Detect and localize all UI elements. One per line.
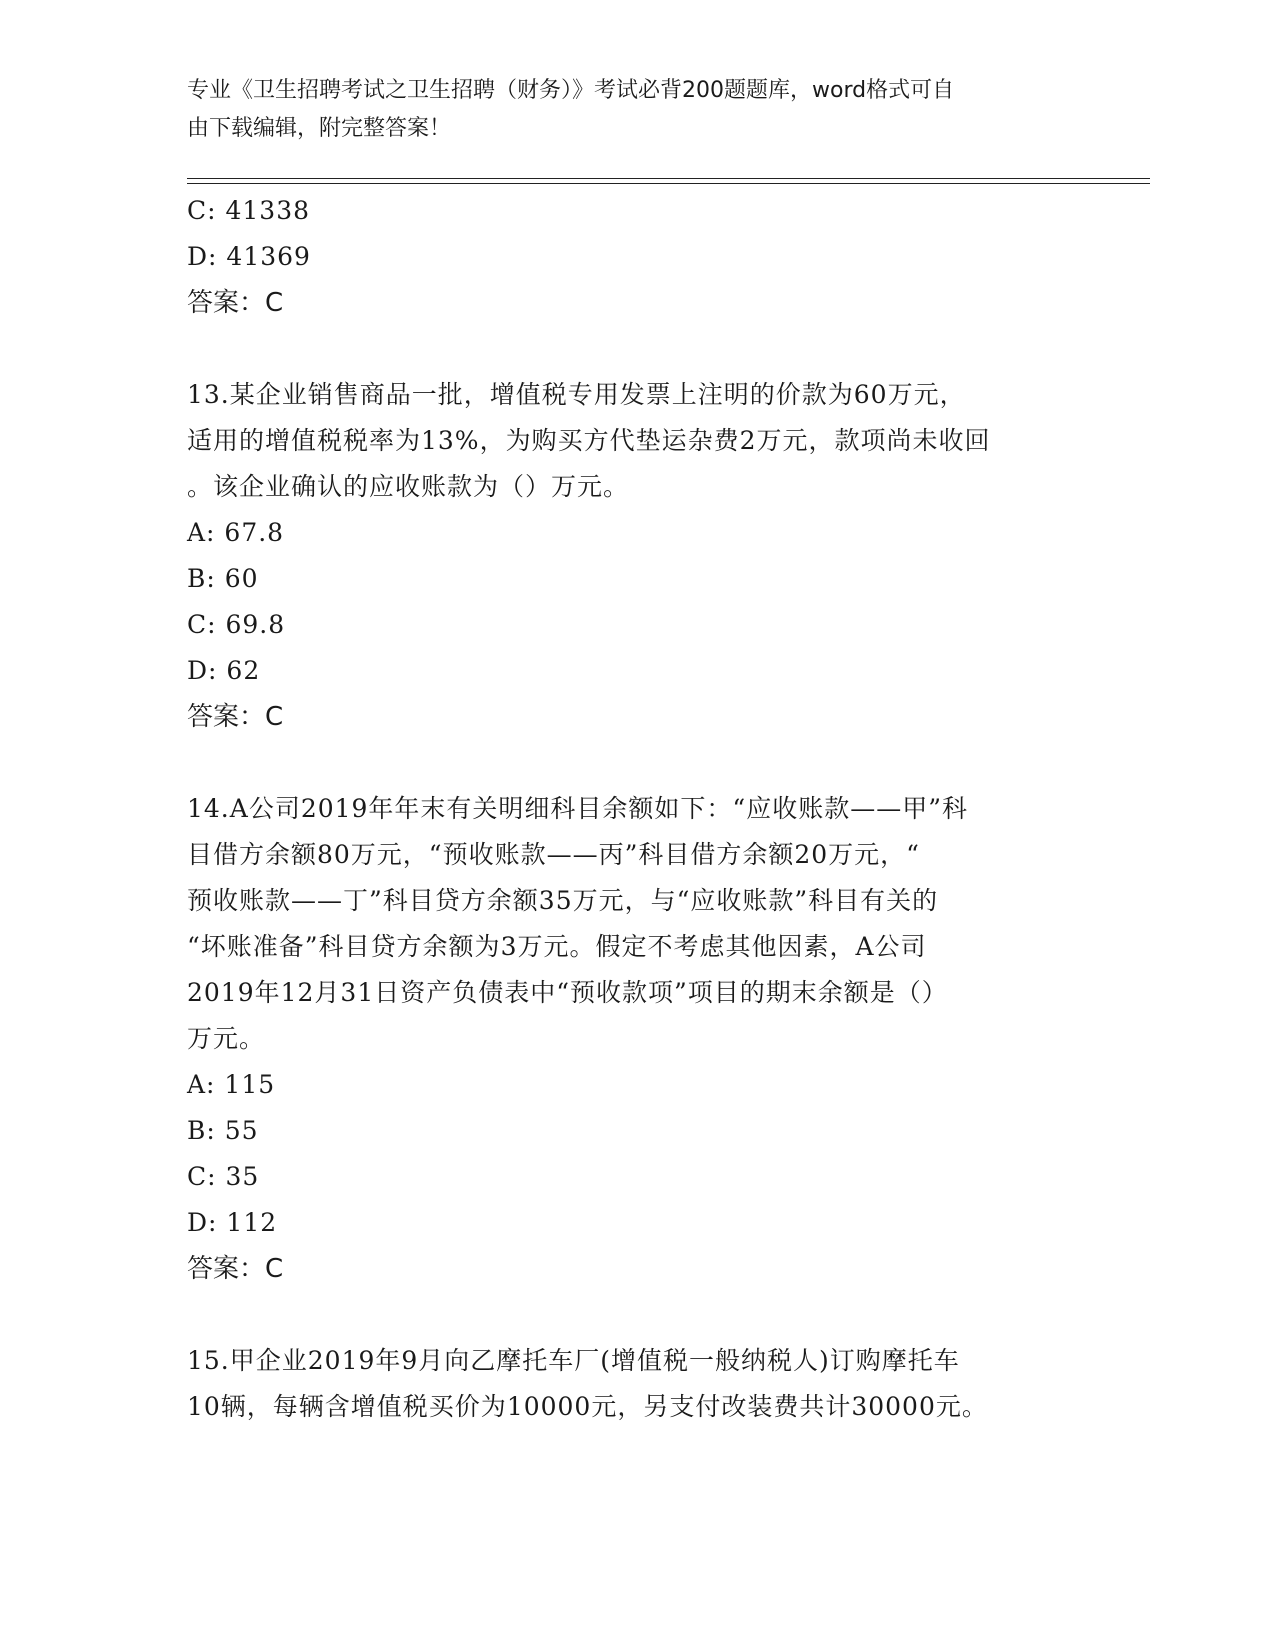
option-a: A: 67.8 bbox=[187, 518, 285, 547]
option-d: D: 62 bbox=[187, 656, 261, 685]
option-c: C: 69.8 bbox=[187, 610, 286, 639]
question-text-line: 2019年12月31日资产负债表中“预收款项”项目的期末余额是（） bbox=[187, 978, 948, 1007]
option-c: C: 41338 bbox=[187, 196, 311, 225]
question-text-line: 13.某企业销售商品一批，增值税专用发票上注明的价款为60万元， bbox=[187, 380, 966, 409]
header-divider-bottom bbox=[187, 183, 1150, 184]
option-b: B: 60 bbox=[187, 564, 259, 593]
header-divider-top bbox=[187, 178, 1150, 179]
document-header bbox=[187, 72, 1067, 148]
question-text-line: 目借方余额80万元，“预收账款——丙”科目借方余额20万元，“ bbox=[187, 840, 920, 869]
option-d: D: 112 bbox=[187, 1208, 278, 1237]
header-line-1: 专业《卫生招聘考试之卫生招聘（财务）》考试必背200题题库，word格式可自 bbox=[187, 78, 955, 103]
option-c: C: 35 bbox=[187, 1162, 260, 1191]
question-text-line: 15.甲企业2019年9月向乙摩托车厂(增值税一般纳税人)订购摩托车 bbox=[187, 1346, 960, 1375]
question-text-line: 适用的增值税税率为13%，为购买方代垫运杂费2万元，款项尚未收回 bbox=[187, 426, 991, 455]
option-b: B: 55 bbox=[187, 1116, 259, 1145]
option-a: A: 115 bbox=[187, 1070, 276, 1099]
answer: 答案：C bbox=[187, 702, 284, 732]
question-12-tail bbox=[187, 188, 1087, 326]
question-14 bbox=[187, 786, 1087, 1292]
question-15 bbox=[187, 1338, 1087, 1430]
question-text-line: 。该企业确认的应收账款为（）万元。 bbox=[187, 472, 630, 501]
question-text-line: 10辆，每辆含增值税买价为10000元，另支付改装费共计30000元。 bbox=[187, 1392, 988, 1421]
answer: 答案：C bbox=[187, 1254, 284, 1284]
question-text-line: “坏账准备”科目贷方余额为3万元。假定不考虑其他因素，A公司 bbox=[187, 932, 927, 961]
question-text-line: 预收账款——丁”科目贷方余额35万元，与“应收账款”科目有关的 bbox=[187, 886, 939, 915]
question-13 bbox=[187, 372, 1087, 740]
answer: 答案：C bbox=[187, 288, 284, 318]
question-text-line: 万元。 bbox=[187, 1024, 266, 1053]
option-d: D: 41369 bbox=[187, 242, 311, 271]
question-text-line: 14.A公司2019年年末有关明细科目余额如下：“应收账款——甲”科 bbox=[187, 794, 968, 823]
header-line-2: 由下载编辑，附完整答案！ bbox=[187, 116, 452, 141]
document-body bbox=[187, 188, 1087, 1430]
